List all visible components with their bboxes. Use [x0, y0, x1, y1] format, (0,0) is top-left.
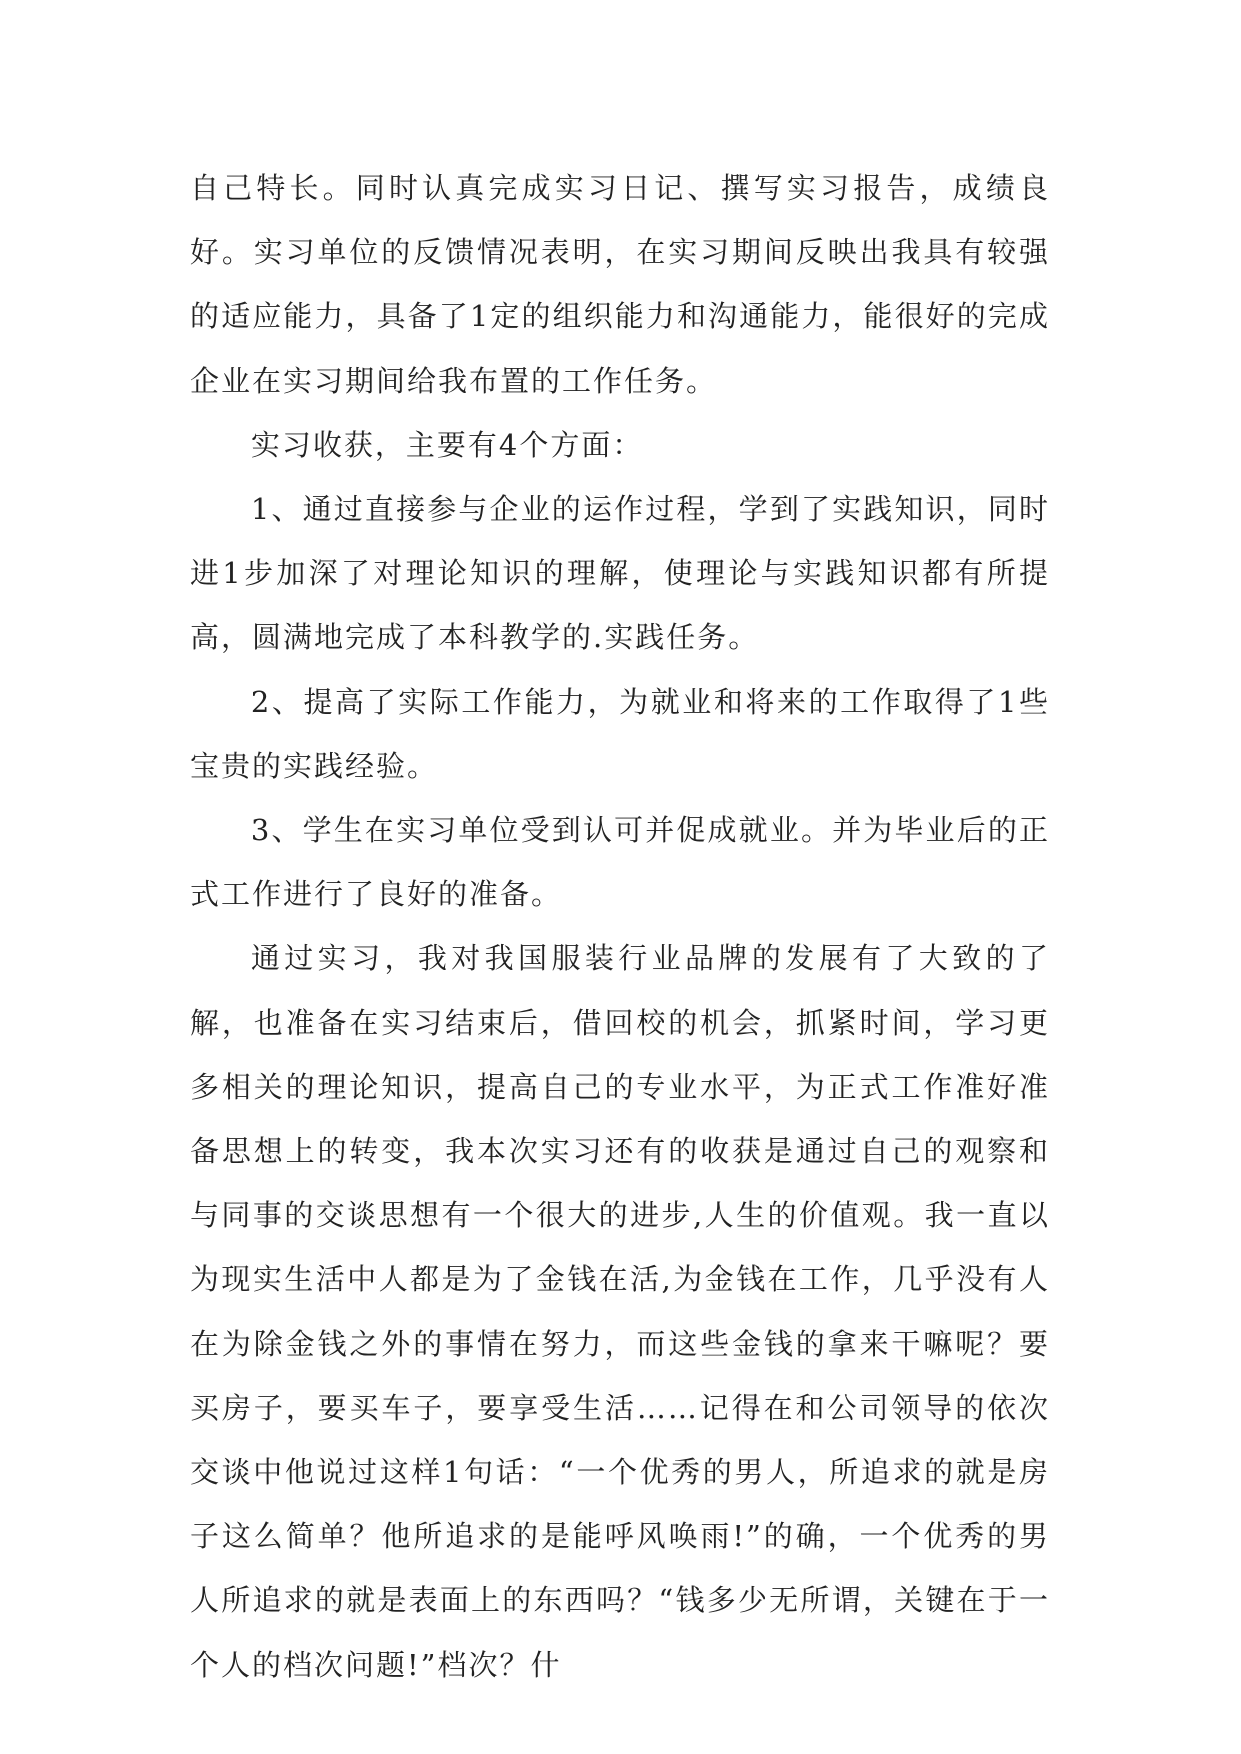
paragraph-5: 3、学生在实习单位受到认可并促成就业。并为毕业后的正式工作进行了良好的准备。	[190, 813, 1050, 912]
paragraph-6: 通过实习，我对我国服装行业品牌的发展有了大致的了解，也准备在实习结束后，借回校的机会，抓紧时间，学习更多相关的理论知识，提高自己的专业水平，为正式工作准好准备思想上的转变，我本次实习还有的收获是通过自己的观察和与同事的交谈思想有一个很大的进步,人生的价值观。我一直以为现实生活中人都是为了金钱在活,为金钱在工作，几乎没有人在为除金钱之外的事情在努力，而这些金钱的拿来干嘛呢？要买房子，要买车子，要享受生活……记得在和公司领导的依次交谈中他说过这样1句话：“一个优秀的男人，所追求的就是房子这么简单？他所追求的是能呼风唤雨!”的确，一个优秀的男人所追求的就是表面上的东西吗？“钱多少无所谓，关键在于一个人的档次问题!”档次？什	[190, 941, 1050, 1682]
document-body	[190, 156, 1050, 1697]
paragraph-4: 2、提高了实际工作能力，为就业和将来的工作取得了1些宝贵的实践经验。	[190, 684, 1050, 783]
paragraph-2: 实习收获，主要有4个方面：	[250, 427, 644, 462]
paragraph-3: 1、通过直接参与企业的运作过程，学到了实践知识，同时进1步加深了对理论知识的理解，使理论与实践知识都有所提高，圆满地完成了本科教学的.实践任务。	[190, 492, 1050, 655]
paragraph-1: 自己特长。同时认真完成实习日记、撰写实习报告，成绩良好。实习单位的反馈情况表明，在实习期间反映出我具有较强的适应能力，具备了1定的组织能力和沟通能力，能很好的完成企业在实习期间给我布置的工作任务。	[190, 171, 1050, 398]
